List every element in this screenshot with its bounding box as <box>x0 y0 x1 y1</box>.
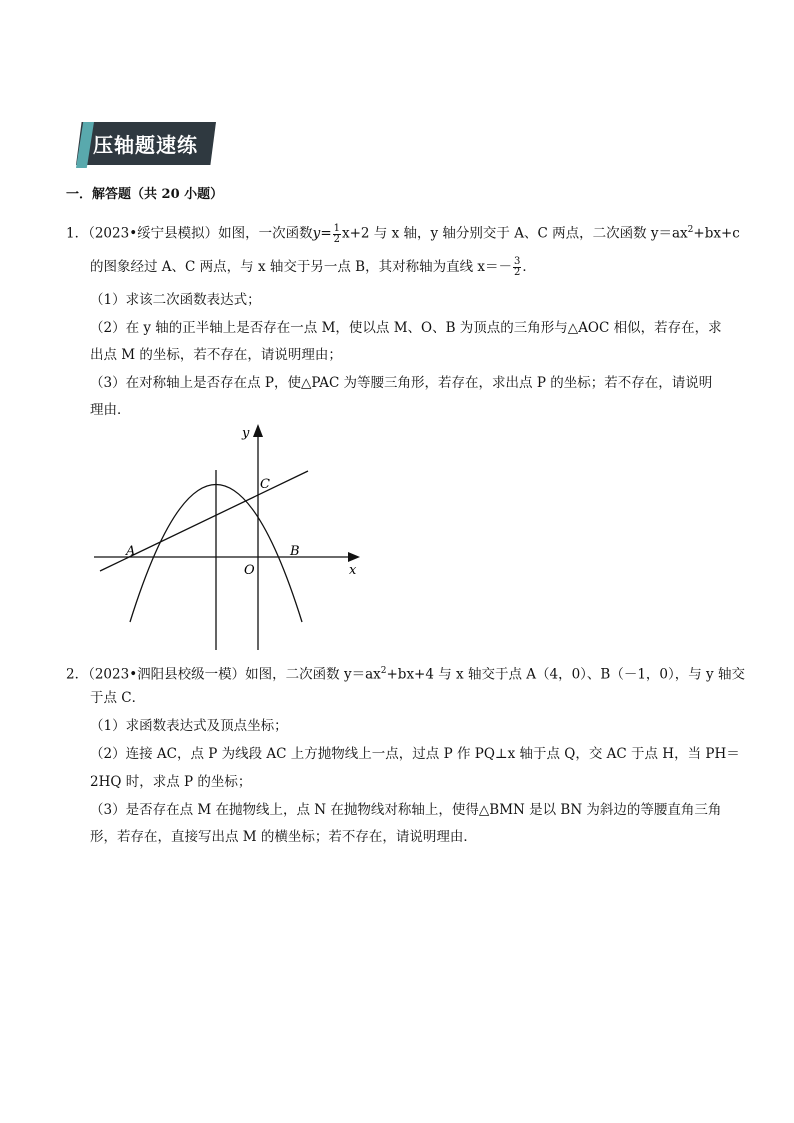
q1-text-b: x+2 <box>342 225 370 242</box>
q1-superscript: 2 <box>687 225 694 235</box>
banner-title: 压轴题速练 <box>93 133 198 157</box>
q1-fraction-2: $\frac{3}{2}$ <box>513 256 521 278</box>
q1-text-c: 与 x 轴，y 轴分别交于 A、C 两点，二次函数 y＝ax <box>369 225 688 242</box>
q2-text-a: 2．（2023•泗阳县校级一模）如图，二次函数 y＝ax <box>66 666 381 683</box>
section-heading: 一．解答题（共 20 小题） <box>66 187 224 202</box>
q1-line2-text: 的图象经过 A、C 两点，与 x 轴交于另一点 B，其对称轴为直线 x＝－ <box>90 259 512 275</box>
q2-sub3-line1: （3）是否存在点 M 在抛物线上，点 N 在抛物线对称轴上，使得△BMN 是以 BN 为斜边的等腰直角三角 <box>90 802 722 818</box>
q2-line1 <box>66 661 745 685</box>
q2-sub3-line2: 形，若存在，直接写出点 M 的横坐标；若不存在，请说明理由． <box>90 829 477 845</box>
label-b: B <box>290 544 300 559</box>
x-axis-arrow <box>348 552 360 562</box>
q2-sub2-line2: 2HQ 时，求点 P 的坐标； <box>90 774 252 790</box>
q2-line2: 于点 C． <box>90 690 146 706</box>
q2-sub2-line1: （2）连接 AC，点 P 为线段 AC 上方抛物线上一点，过点 P 作 PQ⊥x 轴于点 Q，交 AC 于点 H，当 PH＝ <box>90 746 740 762</box>
y-axis-arrow <box>253 424 263 437</box>
q1-sub2-line1: （2）在 y 轴的正半轴上是否存在一点 M，使以点 M、O、B 为顶点的三角形与△AOC 相似，若存在，求 <box>90 320 722 336</box>
q1-sub2-line2: 出点 M 的坐标，若不存在，请说明理由； <box>90 347 342 363</box>
q1-text-a: 1．（2023•绥宁县模拟）如图，一次函数 <box>66 225 313 242</box>
q1-var-y: y <box>312 225 321 242</box>
q1-line2-end: ． <box>522 259 536 275</box>
q1-sub1: （1）求该二次函数表达式； <box>90 292 261 308</box>
q1-fraction-1: $\frac{1}{2}$ <box>333 222 340 245</box>
label-x: x <box>349 563 357 578</box>
q2-superscript: 2 <box>380 666 387 676</box>
label-a: A <box>126 544 136 559</box>
q2-sub1: （1）求函数表达式及顶点坐标； <box>90 718 288 734</box>
q1-text-d: +bx+c <box>693 225 740 242</box>
label-y: y <box>242 426 250 441</box>
label-o: O <box>244 563 255 578</box>
q1-sub3-line2: 理由． <box>90 402 131 418</box>
q1-eq-sign: = <box>320 225 332 242</box>
q1-sub3-line1: （3）在对称轴上是否存在点 P，使△PAC 为等腰三角形，若存在，求出点 P 的坐标；若不存在，请说明 <box>90 375 713 391</box>
label-c: C <box>260 477 270 492</box>
q2-text-b: +bx+4 与 x 轴交于点 A（4，0）、B（－1，0），与 y 轴交 <box>386 666 745 683</box>
